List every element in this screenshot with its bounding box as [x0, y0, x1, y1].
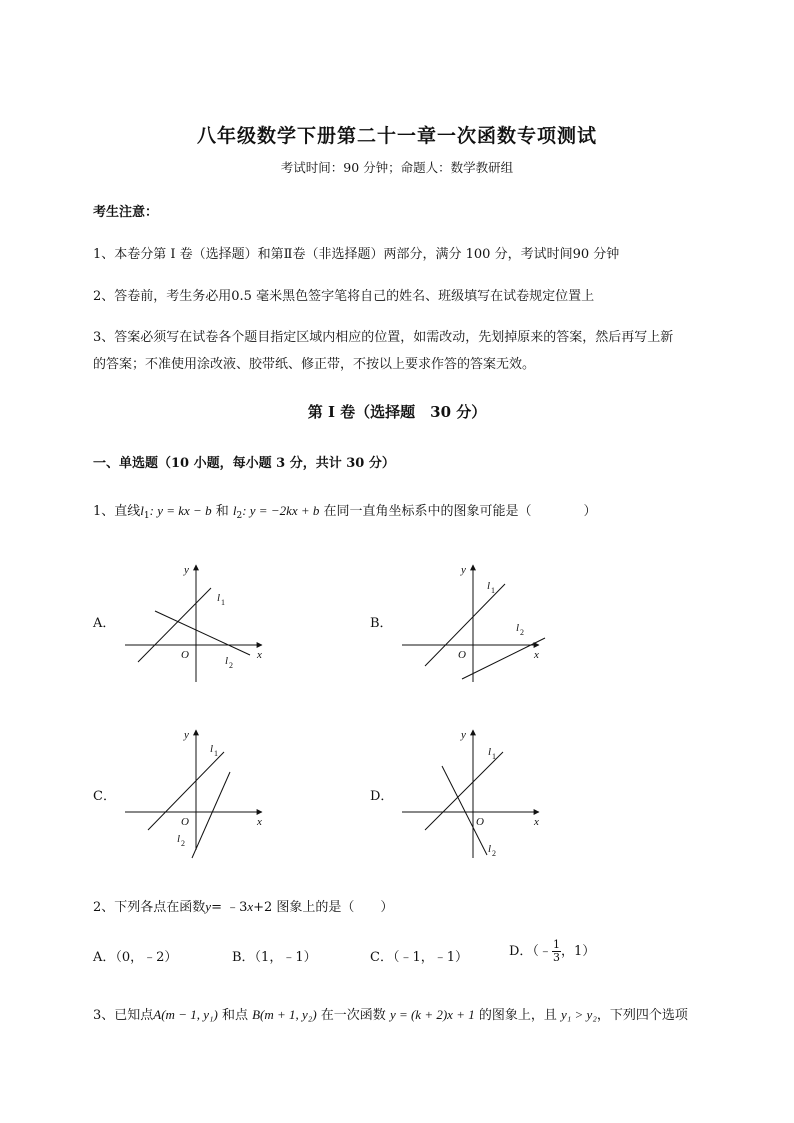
- q1-l1-sub: 1: [143, 511, 150, 521]
- graph-b-l2-label: l: [516, 622, 520, 634]
- graph-c-x-label: x: [257, 816, 262, 828]
- graph-c-origin-label: O: [181, 816, 189, 828]
- q1-option-c-label: C．: [93, 789, 116, 804]
- q3-point-b: B(m + 1, y₂): [252, 1007, 317, 1022]
- graph-c: [125, 730, 262, 858]
- graph-a-l1-label: l: [217, 592, 221, 604]
- graph-b: [402, 565, 545, 682]
- q2-eq-end: +2 图象上的是（ ）: [253, 900, 394, 915]
- q2-x: x: [247, 899, 254, 914]
- graph-c-l2-sub: 2: [181, 839, 185, 848]
- q2-option-d: [509, 939, 595, 964]
- q1-option-b-label: B．: [370, 616, 393, 631]
- page-title: 八年级数学下册第二十一章一次函数专项测试: [196, 125, 597, 147]
- graph-b-l2-sub: 2: [520, 628, 524, 637]
- graph-a-l1-sub: 1: [221, 598, 225, 607]
- notice-heading: 考生注意：: [93, 205, 159, 220]
- graph-b-origin-label: O: [458, 649, 466, 661]
- graph-b-l1-sub: 1: [491, 586, 495, 595]
- graph-c-l2-label: l: [177, 833, 181, 845]
- q1-option-d-label: D．: [370, 789, 394, 804]
- q2-eq-mid: = ﹣3: [211, 900, 248, 915]
- graph-a-l2-label: l: [225, 655, 229, 667]
- q3-suffix: ，下列四个选项: [596, 1008, 688, 1023]
- q2-option-d-prefix: D．（﹣: [509, 944, 552, 959]
- q2-prefix: 2、下列各点在函数: [93, 900, 206, 915]
- graph-a-line-l2: [155, 611, 250, 655]
- graph-d-l2-label: l: [488, 843, 492, 855]
- notice-item-2: 2、答卷前，考生务必用0.5 毫米黑色签字笔将自己的姓名、班级填写在试卷规定位置上: [93, 289, 595, 304]
- q1-prefix: 1、直线: [93, 504, 141, 519]
- graph-d-y-label: y: [461, 729, 466, 741]
- graph-d-line-l2: [442, 766, 487, 855]
- q2-option-d-suffix: ，1）: [560, 944, 596, 959]
- graph-c-y-label: y: [184, 729, 189, 741]
- graph-a-x-label: x: [257, 649, 262, 661]
- graph-a-line-l1: [138, 588, 211, 662]
- graph-d-origin-label: O: [476, 816, 484, 828]
- graph-c-l1-label: l: [210, 743, 214, 755]
- graph-a-origin-label: O: [181, 649, 189, 661]
- fraction-numerator: 1: [552, 938, 560, 951]
- q3-prefix: 3、已知点: [93, 1008, 154, 1023]
- q3-function: y = (k + 2)x + 1: [389, 1007, 475, 1022]
- q2-y: y: [205, 899, 212, 914]
- q1-l2-sub: 2: [236, 511, 243, 521]
- graph-b-x-label: x: [534, 649, 539, 661]
- question-3-stem: [93, 1004, 688, 1023]
- q1-l2-equation: : y = −2kx + b: [242, 503, 320, 518]
- q1-option-a-label: A．: [93, 616, 116, 631]
- q2-option-b: B．（1，﹣1）: [232, 950, 317, 965]
- q2-option-a: A．（0，﹣2）: [93, 950, 178, 965]
- graph-d-line-l1: [425, 752, 503, 830]
- fraction-denominator: 3: [552, 951, 560, 964]
- q1-and: 和: [211, 504, 233, 519]
- q3-condition: y₁ > y₂: [561, 1007, 597, 1022]
- q1-l1-equation: : y = kx − b: [149, 503, 212, 518]
- graph-d-x-label: x: [534, 816, 539, 828]
- question-2-stem: [93, 896, 393, 915]
- q1-suffix: 在同一直角坐标系中的图象可能是（ ）: [319, 504, 597, 519]
- graph-a: [125, 565, 262, 682]
- exam-subtitle: 考试时间：90 分钟；命题人：数学教研组: [280, 160, 514, 175]
- q1-l1: l: [140, 503, 144, 518]
- q2-option-d-fraction: [552, 939, 561, 964]
- q3-mid: 在一次函数: [316, 1008, 390, 1023]
- graph-d-l1-sub: 1: [492, 752, 496, 761]
- graph-c-line-l2: [192, 772, 230, 858]
- graph-a-l2-sub: 2: [229, 661, 233, 670]
- q2-option-c: C．（﹣1，﹣1）: [370, 950, 468, 965]
- graph-b-l1-label: l: [487, 580, 491, 592]
- graph-d-l2-sub: 2: [492, 849, 496, 858]
- graph-d-l1-label: l: [488, 746, 492, 758]
- part1-title: 第 I 卷（选择题 30 分）: [307, 403, 487, 421]
- section1-title: 一、单选题（10 小题，每小题 3 分，共计 30 分）: [93, 456, 395, 471]
- q3-and: 和点: [217, 1008, 253, 1023]
- notice-item-3-cont: 的答案；不准使用涂改液、胶带纸、修正带，不按以上要求作答的答案无效。: [93, 357, 536, 372]
- graph-d: [402, 730, 539, 858]
- q1-l2: l: [232, 503, 237, 518]
- notice-item-1: 1、本卷分第 I 卷（选择题）和第Ⅱ卷（非选择题）两部分，满分 100 分，考试时间90 分钟: [93, 247, 620, 262]
- graph-b-y-label: y: [461, 564, 466, 576]
- q3-mid2: 的图象上，且: [474, 1008, 561, 1023]
- q3-point-a: A(m − 1, y₁): [153, 1007, 218, 1022]
- graph-a-y-label: y: [184, 564, 189, 576]
- graph-c-l1-sub: 1: [214, 749, 218, 758]
- graph-b-line-l2: [462, 638, 545, 679]
- notice-item-3: 3、答案必须写在试卷各个题目指定区域内相应的位置，如需改动，先划掉原来的答案，然后再写上新: [93, 330, 674, 345]
